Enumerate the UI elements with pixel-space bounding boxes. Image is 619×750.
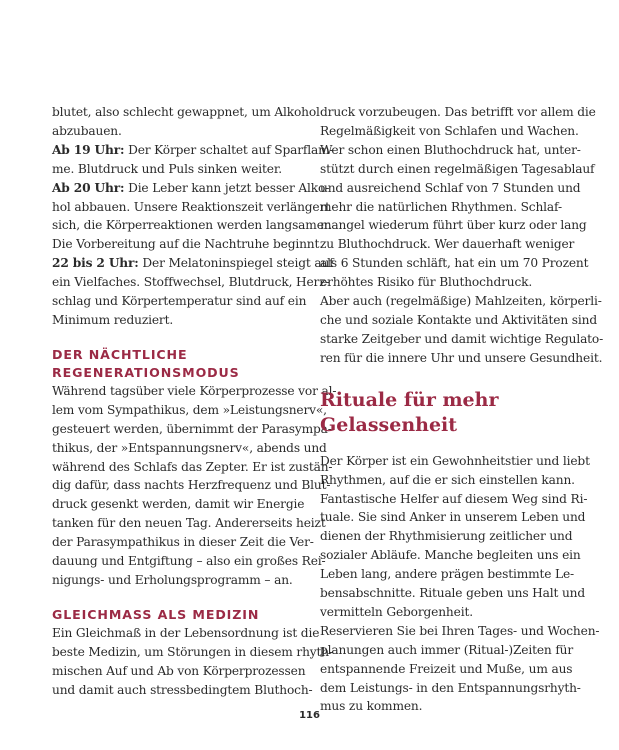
- text-line: Regelmäßigkeit von Schlafen und Wachen.: [320, 123, 579, 138]
- line-text: Der Körper schaltet auf Sparflam-: [124, 142, 334, 157]
- line-text: hol abbauen. Unsere Reaktionszeit verlängert: [52, 199, 330, 214]
- heading-rituale: [320, 388, 572, 438]
- text-line: [52, 273, 330, 292]
- text-line: Leben lang, andere prägen bestimmte Le-: [320, 567, 575, 582]
- text-line: [52, 141, 334, 160]
- text-line: druck vorzubeugen. Das betrifft vor allem die: [320, 105, 596, 119]
- text-line: tuale. Sie sind Anker in unserem Leben und: [320, 510, 586, 525]
- heading-regeneration: [52, 346, 298, 382]
- text-line: Fantastische Helfer auf diesem Weg sind Ri-: [320, 491, 588, 506]
- text-line: und ausreichend Schlaf von 7 Stunden und: [320, 180, 581, 195]
- text-line: Reservieren Sie bei Ihren Tages- und Wochen-: [320, 623, 600, 638]
- text-line: bensabschnitte. Rituale geben uns Halt und: [320, 586, 586, 601]
- line-text: Die Leber kann jetzt besser Alko-: [124, 180, 330, 195]
- text-line: [52, 235, 323, 254]
- text-line: mehr die natürlichen Rhythmen. Schlaf-: [320, 199, 562, 214]
- text-line: entspannende Freizeit und Muße, um aus: [320, 661, 573, 676]
- text-line: [52, 216, 332, 235]
- line-text: abzubauen.: [52, 123, 122, 138]
- heading-gleichmass: GLEICHMASS ALS MEDIZIN: [52, 606, 260, 622]
- line-text: blutet, also schlecht gewappnet, um Alkohol: [52, 105, 320, 119]
- paragraph-schedule: [52, 103, 334, 330]
- line-text: me. Blutdruck und Puls sinken weiter.: [52, 161, 282, 176]
- text-line: [52, 311, 298, 330]
- left-column: [52, 103, 337, 699]
- text-line: erhöhtes Risiko für Bluthochdruck.: [320, 275, 533, 290]
- text-line: sozialer Abläufe. Manche begleiten uns ein: [320, 548, 581, 563]
- line-text: Minimum reduziert.: [52, 312, 174, 327]
- text-line: Ein Gleichmaß in der Lebensordnung ist die: [52, 625, 320, 640]
- line-text: Der Melatoninspiegel steigt auf: [138, 256, 334, 271]
- time-label: 22 bis 2 Uhr:: [52, 256, 139, 271]
- text-line: [52, 160, 298, 179]
- paragraph-regeneration: [52, 382, 337, 590]
- text-line: der Parasympathikus in dieser Zeit die Ver-: [52, 535, 314, 550]
- text-line: mischen Auf und Ab von Körperprozessen: [52, 663, 306, 678]
- text-line: [52, 198, 330, 217]
- text-line: [52, 179, 330, 198]
- text-line: Der Körper ist ein Gewohnheitstier und liebt: [320, 453, 590, 468]
- time-label: Ab 19 Uhr:: [52, 142, 125, 157]
- line-text: sich, die Körperreaktionen werden langsamer.: [52, 218, 332, 233]
- text-line: Wer schon einen Bluthochdruck hat, unter-: [320, 142, 581, 157]
- text-line: [52, 292, 307, 311]
- text-line: mus zu kommen.: [320, 699, 423, 714]
- text-line: tanken für den neuen Tag. Andererseits heizt: [52, 516, 326, 531]
- text-line: che und soziale Kontakte und Aktivitäten sind: [320, 312, 597, 327]
- paragraph-gleichmass: [52, 624, 333, 700]
- line-text: schlag und Körpertemperatur sind auf ein: [52, 294, 307, 309]
- text-line: ren für die innere Uhr und unsere Gesundheit.: [320, 350, 603, 365]
- text-line: beste Medizin, um Störungen in diesem rhyth-: [52, 644, 333, 659]
- text-line: vermitteln Geborgenheit.: [320, 604, 473, 619]
- text-line: und damit auch stressbedingtem Bluthoch-: [52, 682, 313, 697]
- paragraph-rituale: [320, 452, 600, 717]
- time-label: Ab 20 Uhr:: [52, 180, 125, 195]
- text-line: mangel wiederum führt über kurz oder lang: [320, 218, 587, 233]
- text-line: nigungs- und Erholungsprogramm – an.: [52, 572, 293, 587]
- heading-line: REGENERATIONSMODUS: [52, 364, 240, 380]
- text-line: thikus, der »Entspannungsnerv«, abends und: [52, 440, 327, 455]
- text-line: während des Schlafs das Zepter. Er ist zustän-: [52, 459, 333, 474]
- text-line: starke Zeitgeber und damit wichtige Regulato-: [320, 331, 604, 346]
- text-line: gesteuert werden, übernimmt der Parasympa-: [52, 421, 332, 436]
- text-line: dig dafür, dass nachts Herzfrequenz und Blut-: [52, 478, 331, 493]
- text-line: als 6 Stunden schläft, hat ein um 70 Prozent: [320, 256, 589, 271]
- text-line: Rhythmen, auf die er sich einstellen kann.: [320, 472, 575, 487]
- line-text: Die Vorbereitung auf die Nachtruhe beginnt.: [52, 237, 323, 252]
- text-line: [52, 103, 320, 122]
- text-line: druck gesenkt werden, damit wir Energie: [52, 497, 305, 512]
- heading-line: Rituale für mehr: [320, 388, 499, 411]
- text-line: [52, 254, 334, 273]
- right-column: [320, 103, 604, 716]
- text-line: Aber auch (regelmäßige) Mahlzeiten, körperli-: [320, 294, 602, 309]
- heading-line: Gelassenheit: [320, 413, 458, 436]
- paragraph-regularity: [320, 103, 604, 368]
- text-line: stützt durch einen regelmäßigen Tagesablauf: [320, 161, 595, 176]
- text-line: [52, 122, 298, 141]
- text-line: dauung und Entgiftung – also ein großes Rei-: [52, 554, 326, 569]
- page-number: 116: [299, 710, 320, 721]
- text-line: lem vom Sympathikus, dem »Leistungsnerv«,: [52, 402, 327, 417]
- text-line: dem Leistungs- in den Entspannungsrhyth-: [320, 680, 581, 695]
- text-line: Während tagsüber viele Körperprozesse vor al-: [52, 383, 337, 398]
- text-line: dienen der Rhythmisierung zeitlicher und: [320, 529, 573, 544]
- heading-line: DER NÄCHTLICHE: [52, 346, 188, 362]
- text-line: planungen auch immer (Ritual-)Zeiten für: [320, 642, 574, 657]
- line-text: ein Vielfaches. Stoffwechsel, Blutdruck, Herz-: [52, 275, 330, 290]
- text-line: zu Bluthochdruck. Wer dauerhaft weniger: [320, 237, 575, 252]
